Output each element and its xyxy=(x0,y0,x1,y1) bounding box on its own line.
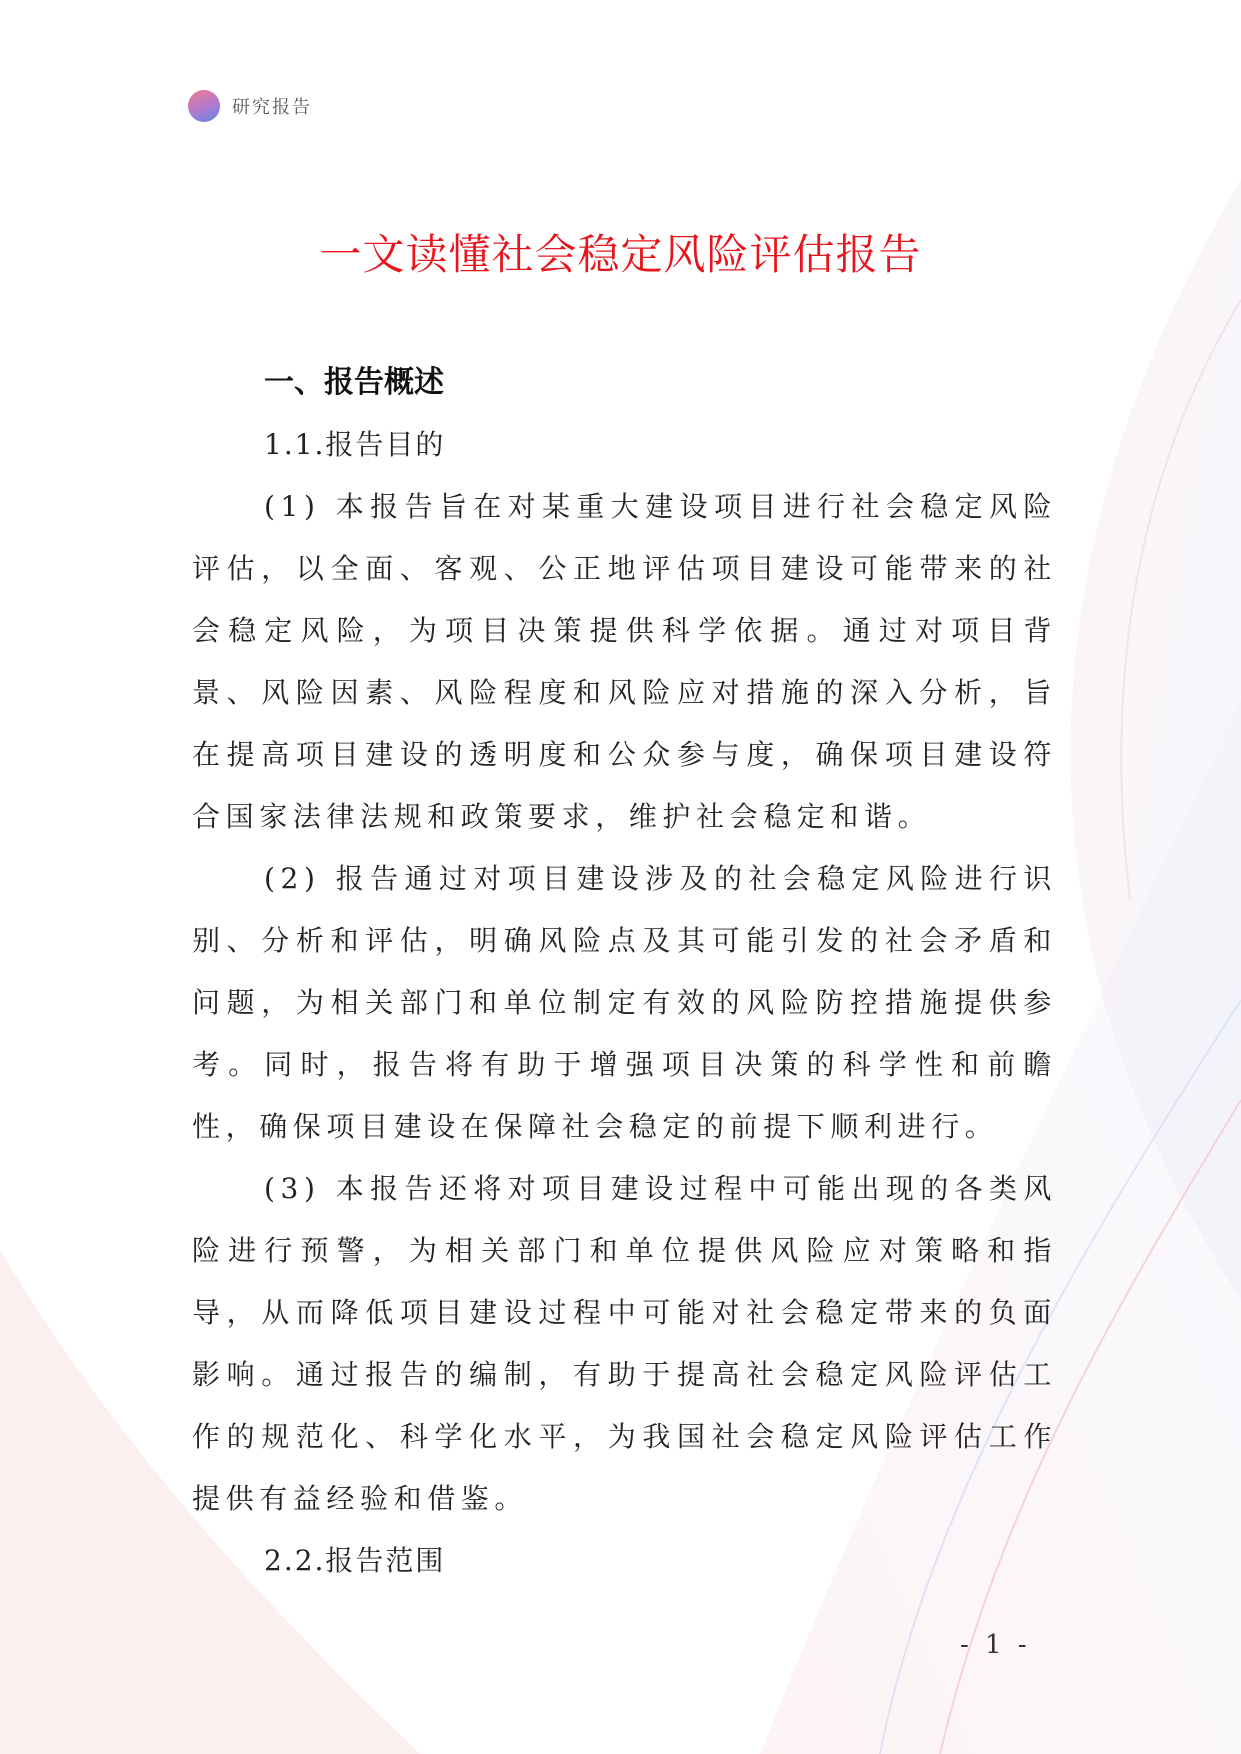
paragraph: (2) 报告通过对项目建设涉及的社会稳定风险进行识别、分析和评估，明确风险点及其可能引发的社会矛盾和问题，为相关部门和单位制定有效的风险防控措施提供参考。同时，报告将有助于增强项目决策的科学性和前瞻性，确保项目建设在保障社会稳定的前提下顺利进行。 xyxy=(192,862,1057,1143)
document-title: 一文读懂社会稳定风险评估报告 xyxy=(319,230,922,279)
page-number: - 1 - xyxy=(960,1630,1031,1660)
paragraph: (3) 本报告还将对项目建设过程中可能出现的各类风险进行预警，为相关部门和单位提供风险应对策略和指导，从而降低项目建设过程中可能对社会稳定带来的负面影响。通过报告的编制，有助于提高社会稳定风险评估工作的规范化、科学化水平，为我国社会稳定风险评估工作提供有益经验和借鉴。 xyxy=(192,1172,1057,1515)
subsection-heading: 1.1.报告目的 xyxy=(264,428,446,461)
document-body xyxy=(192,352,1057,1592)
report-header xyxy=(188,88,312,124)
paragraph: (1) 本报告旨在对某重大建设项目进行社会稳定风险评估，以全面、客观、公正地评估项目建设可能带来的社会稳定风险，为项目决策提供科学依据。通过对项目背景、风险因素、风险程度和风险应对措施的深入分析，旨在提高项目建设的透明度和公众参与度，确保项目建设符合国家法律法规和政策要求，维护社会稳定和谐。 xyxy=(192,490,1057,833)
header-label: 研究报告 xyxy=(232,97,312,118)
logo-icon xyxy=(188,90,220,122)
subsection-heading: 2.2.报告范围 xyxy=(264,1544,446,1577)
section-heading: 一、报告概述 xyxy=(264,365,444,400)
